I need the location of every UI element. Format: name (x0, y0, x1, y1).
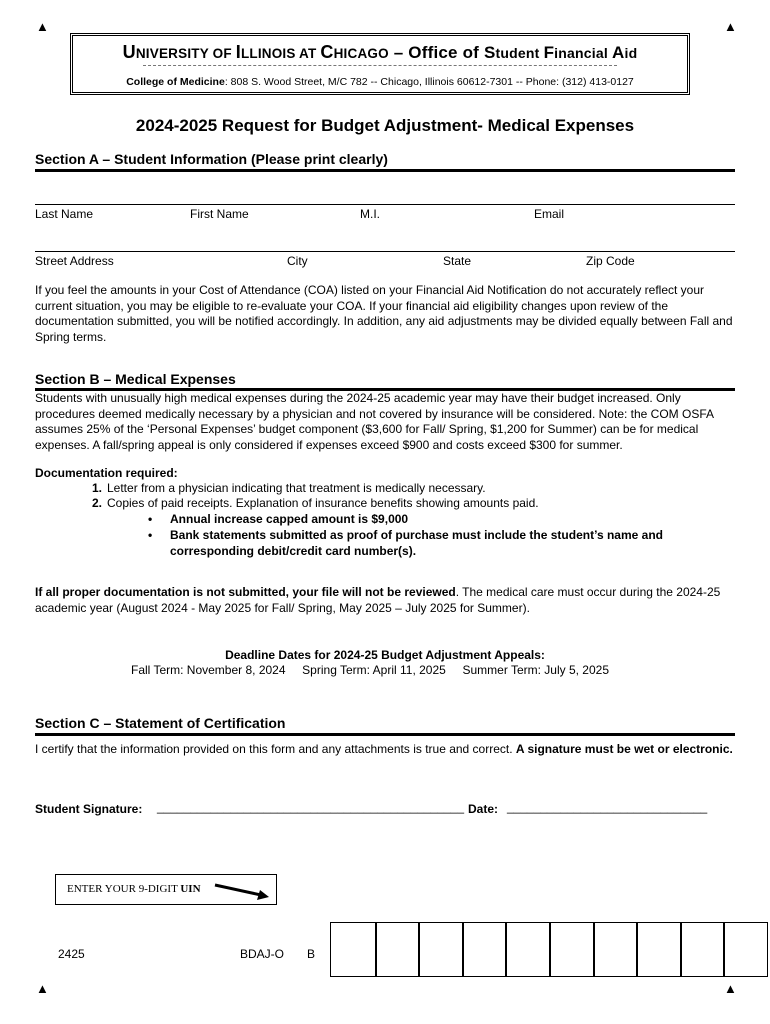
section-c-rule (35, 733, 735, 736)
medical-expenses-paragraph: Students with unusually high medical expenses during the 2024-25 academic year may have their budget increased. Only procedures deemed medically necessary by a physician and not covered by insurance will be considered. Note: the COM OSFA assumes 25% of the ‘Personal Expenses’ budget component ($3,600 for Fall/ Spring, $1,200 for Summer) can be for medical expenses. A fall/spring appeal is only considered if expenses exceed $900 and costs exceed $300 for summer. (35, 391, 714, 452)
city-label: City (287, 254, 308, 268)
doc-item-1: 1. Letter from a physician indicating that treatment is medically necessary. (91, 481, 486, 495)
documentation-warning: If all proper documentation is not submitted, your file will not be reviewed. The medical care must occur during the 2024-25 academic year (August 2024 - May 2025 for Fall/ Spring, May 2025 – July 2025 for Summer). (35, 585, 721, 615)
uin-digit-cell[interactable] (636, 923, 680, 976)
uin-digit-cell[interactable] (593, 923, 637, 976)
bullet-cap-amount: • Annual increase capped amount is $9,000 (148, 512, 409, 526)
arrow-right-icon (213, 880, 271, 902)
last-name-label: Last Name (35, 207, 94, 221)
form-title: 2024-2025 Request for Budget Adjustment- Medical Expenses (135, 116, 635, 135)
middle-initial-label: M.I. (360, 207, 380, 221)
bullet-icon: • (148, 512, 153, 526)
uin-digit-cell[interactable] (462, 923, 506, 976)
date-field[interactable]: ______________________________ (507, 800, 708, 814)
uin-entry-grid (330, 922, 768, 977)
section-a-rule (35, 169, 735, 172)
signature-field[interactable]: ______________________________________________ (157, 800, 464, 814)
deadline-dates: Fall Term: November 8, 2024 Spring Term: April 11, 2025 Summer Term: July 5, 2025 (131, 663, 609, 677)
uin-digit-cell[interactable] (680, 923, 724, 976)
section-c-heading: Section C – Statement of Certification (35, 715, 286, 731)
section-b-heading: Section B – Medical Expenses (35, 371, 236, 387)
address-line[interactable] (35, 251, 735, 252)
uin-digit-cell[interactable] (723, 923, 767, 976)
corner-marker-bottom-right: ▲ (724, 981, 737, 996)
corner-marker-top-right: ▲ (724, 19, 737, 34)
date-label: Date: (468, 802, 499, 816)
college-address: College of Medicine: 808 S. Wood Street, M/C 782 -- Chicago, Illinois 60612-7301 -- Phone: (312) 413-0127 (126, 76, 634, 88)
header-box (70, 33, 690, 95)
header-divider (143, 65, 617, 66)
first-name-label: First Name (190, 207, 249, 221)
doc-item-2: 2. Copies of paid receipts. Explanation of insurance benefits showing amounts paid. (91, 496, 539, 510)
bullet-bank-statements: • Bank statements submitted as proof of purchase must include the student’s name and corresponding debit/credit card number(s). (148, 528, 663, 558)
uin-digit-cell[interactable] (375, 923, 419, 976)
coa-paragraph: If you feel the amounts in your Cost of Attendance (COA) listed on your Financial Aid Notification do not accurately reflect your current situation, you may be eligible to re-evaluate your COA. If your financial aid eligibility changes upon review of the documentation submitted, you will be notified accordingly. In addition, any aid adjustments may be divided equally between Fall and Spring terms. (35, 283, 733, 344)
section-a-heading: Section A – Student Information (Please print clearly) (35, 151, 388, 167)
form-code: 2425 (58, 947, 85, 961)
state-label: State (443, 254, 472, 268)
corner-marker-top-left: ▲ (36, 19, 49, 34)
name-line[interactable] (35, 204, 735, 205)
certification-text: I certify that the information provided on this form and any attachments is true and correct. A signature must be wet or electronic. (35, 742, 733, 756)
form-letter: B (307, 947, 316, 961)
deadline-heading: Deadline Dates for 2024-25 Budget Adjustment Appeals: (225, 648, 545, 662)
zip-code-label: Zip Code (586, 254, 635, 268)
uin-digit-cell[interactable] (549, 923, 593, 976)
signature-label: Student Signature: (35, 802, 143, 816)
form-id: BDAJ-O (240, 947, 285, 961)
university-title: UNIVERSITY OF ILLINOIS AT CHICAGO – Office of Student Financial Aid (122, 42, 638, 62)
corner-marker-bottom-left: ▲ (36, 981, 49, 996)
uin-digit-cell[interactable] (505, 923, 549, 976)
email-label: Email (534, 207, 565, 221)
uin-prompt-text: ENTER YOUR 9-DIGIT UIN (67, 883, 201, 895)
street-address-label: Street Address (35, 254, 114, 268)
bullet-icon: • (148, 528, 153, 542)
uin-prompt-box (55, 874, 277, 905)
uin-digit-cell[interactable] (331, 923, 375, 976)
documentation-heading: Documentation required: (35, 466, 178, 480)
uin-digit-cell[interactable] (418, 923, 462, 976)
